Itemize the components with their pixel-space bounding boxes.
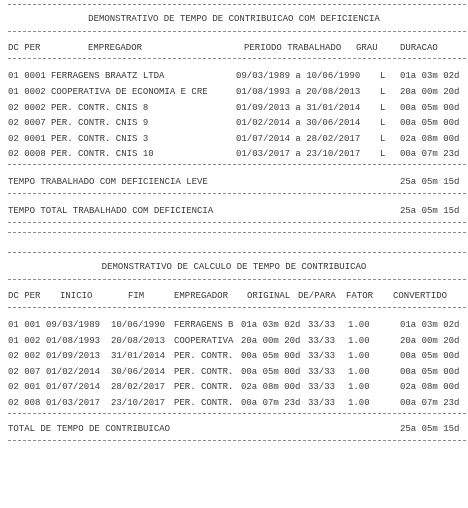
table-row (8, 382, 464, 393)
cell-empregador: PER. CONTR. CNIS 9 (51, 118, 149, 128)
cell-original: 02a 08m 00d (241, 382, 301, 392)
table-row (8, 103, 464, 114)
cell-periodo: 01/09/2013 a 31/01/2014 (236, 103, 361, 113)
cell-fator: 1.00 (348, 382, 370, 392)
cell-grau: L (380, 118, 386, 128)
cell-grau: L (380, 87, 386, 97)
table-row (8, 320, 464, 331)
table-row (8, 351, 464, 362)
cell-original: 00a 05m 00d (241, 367, 301, 377)
cell-periodo: 01/07/2014 a 28/02/2017 (236, 134, 361, 144)
col-header-dc-per: DC PER (8, 43, 41, 53)
col-header-fim: FIM (128, 291, 145, 301)
table-row (8, 367, 464, 378)
divider (8, 31, 466, 32)
table-row (8, 87, 464, 98)
table-row (8, 118, 464, 129)
total-contribuicao-label: TOTAL DE TEMPO DE CONTRIBUICAO (8, 424, 171, 434)
cell-de-para: 33/33 (308, 320, 336, 330)
cell-dc-per: 01 002 (8, 336, 41, 346)
col-header-inicio: INICIO (60, 291, 93, 301)
divider (8, 279, 466, 280)
cell-original: 20a 00m 20d (241, 336, 301, 346)
cell-fim: 30/06/2014 (111, 367, 166, 377)
cell-fim: 31/01/2014 (111, 351, 166, 361)
total-leve-row (8, 177, 464, 188)
cell-empregador: COOPERATIVA (174, 336, 234, 346)
cell-dc-per: 02 0001 (8, 134, 46, 144)
cell-de-para: 33/33 (308, 367, 336, 377)
col-header-original: ORIGINAL (247, 291, 291, 301)
cell-fim: 20/08/2013 (111, 336, 166, 346)
total-label: TEMPO TOTAL TRABALHADO COM DEFICIENCIA (8, 206, 214, 216)
cell-fator: 1.00 (348, 367, 370, 377)
cell-dc-per: 02 0007 (8, 118, 46, 128)
cell-de-para: 33/33 (308, 351, 336, 361)
cell-convertido: 02a 08m 00d (400, 382, 460, 392)
cell-inicio: 01/02/2014 (46, 367, 101, 377)
cell-de-para: 33/33 (308, 398, 336, 408)
cell-dc-per: 02 008 (8, 398, 41, 408)
cell-empregador: COOPERATIVA DE ECONOMIA E CRE (51, 87, 208, 97)
divider (8, 164, 466, 165)
total-leve-value: 25a 05m 15d (400, 177, 460, 187)
cell-empregador: PER. CONTR. (174, 398, 234, 408)
cell-fator: 1.00 (348, 320, 370, 330)
cell-periodo: 01/08/1993 a 20/08/2013 (236, 87, 361, 97)
cell-grau: L (380, 71, 386, 81)
cell-grau: L (380, 134, 386, 144)
total-contribuicao-value: 25a 05m 15d (400, 424, 460, 434)
table-row (8, 71, 464, 82)
cell-de-para: 33/33 (308, 382, 336, 392)
cell-fator: 1.00 (348, 398, 370, 408)
cell-duracao: 20a 00m 20d (400, 87, 460, 97)
cell-convertido: 00a 07m 23d (400, 398, 460, 408)
section2-header-row (8, 291, 464, 302)
cell-dc-per: 02 001 (8, 382, 41, 392)
cell-grau: L (380, 149, 386, 159)
cell-empregador: PER. CONTR. (174, 367, 234, 377)
table-row (8, 336, 464, 347)
cell-empregador: FERRAGENS BRAATZ LTDA (51, 71, 165, 81)
divider (8, 440, 466, 441)
section1-header-row (8, 43, 464, 54)
table-row (8, 398, 464, 409)
cell-inicio: 01/08/1993 (46, 336, 101, 346)
table-row (8, 149, 464, 160)
cell-original: 00a 05m 00d (241, 351, 301, 361)
cell-inicio: 01/09/2013 (46, 351, 101, 361)
cell-duracao: 00a 05m 00d (400, 118, 460, 128)
divider (8, 222, 466, 223)
cell-dc-per: 01 0002 (8, 87, 46, 97)
cell-grau: L (380, 103, 386, 113)
cell-duracao: 00a 07m 23d (400, 149, 460, 159)
divider (8, 58, 466, 59)
cell-de-para: 33/33 (308, 336, 336, 346)
cell-empregador: PER. CONTR. CNIS 8 (51, 103, 149, 113)
total-row (8, 206, 464, 217)
cell-dc-per: 01 0001 (8, 71, 46, 81)
cell-periodo: 01/03/2017 a 23/10/2017 (236, 149, 361, 159)
cell-fator: 1.00 (348, 351, 370, 361)
cell-periodo: 01/02/2014 a 30/06/2014 (236, 118, 361, 128)
table-row (8, 134, 464, 145)
cell-empregador: FERRAGENS B (174, 320, 234, 330)
divider (8, 307, 466, 308)
col-header-fator: FATOR (346, 291, 374, 301)
col-header-grau: GRAU (356, 43, 378, 53)
divider (8, 252, 466, 253)
cell-fim: 23/10/2017 (111, 398, 166, 408)
cell-convertido: 00a 05m 00d (400, 351, 460, 361)
cell-fim: 28/02/2017 (111, 382, 166, 392)
cell-convertido: 00a 05m 00d (400, 367, 460, 377)
col-header-de-para: DE/PARA (298, 291, 336, 301)
cell-inicio: 09/03/1989 (46, 320, 101, 330)
cell-empregador: PER. CONTR. (174, 351, 234, 361)
cell-dc-per: 02 0002 (8, 103, 46, 113)
cell-duracao: 02a 08m 00d (400, 134, 460, 144)
col-header-dc-per: DC PER (8, 291, 41, 301)
cell-empregador: PER. CONTR. CNIS 3 (51, 134, 149, 144)
cell-original: 01a 03m 02d (241, 320, 301, 330)
cell-dc-per: 02 0008 (8, 149, 46, 159)
col-header-convertido: CONVERTIDO (393, 291, 448, 301)
divider (8, 4, 466, 5)
cell-dc-per: 02 002 (8, 351, 41, 361)
col-header-duracao: DURACAO (400, 43, 438, 53)
cell-dc-per: 02 007 (8, 367, 41, 377)
col-header-periodo: PERIODO TRABALHADO (244, 43, 342, 53)
section2-title: DEMONSTRATIVO DE CALCULO DE TEMPO DE CONTRIBUICAO (101, 262, 367, 272)
total-contribuicao-row (8, 424, 464, 435)
cell-dc-per: 01 001 (8, 320, 41, 330)
cell-empregador: PER. CONTR. (174, 382, 234, 392)
cell-empregador: PER. CONTR. CNIS 10 (51, 149, 154, 159)
cell-inicio: 01/07/2014 (46, 382, 101, 392)
cell-convertido: 20a 00m 20d (400, 336, 460, 346)
cell-periodo: 09/03/1989 a 10/06/1990 (236, 71, 361, 81)
cell-original: 00a 07m 23d (241, 398, 301, 408)
cell-fator: 1.00 (348, 336, 370, 346)
section1-title: DEMONSTRATIVO DE TEMPO DE CONTRIBUICAO COM DEFICIENCIA (88, 14, 380, 24)
divider (8, 232, 466, 233)
total-value: 25a 05m 15d (400, 206, 460, 216)
cell-convertido: 01a 03m 02d (400, 320, 460, 330)
total-leve-label: TEMPO TRABALHADO COM DEFICIENCIA LEVE (8, 177, 208, 187)
col-header-empregador: EMPREGADOR (88, 43, 143, 53)
cell-duracao: 01a 03m 02d (400, 71, 460, 81)
divider (8, 193, 466, 194)
cell-duracao: 00a 05m 00d (400, 103, 460, 113)
col-header-empregador: EMPREGADOR (174, 291, 229, 301)
cell-fim: 10/06/1990 (111, 320, 166, 330)
divider (8, 413, 466, 414)
cell-inicio: 01/03/2017 (46, 398, 101, 408)
